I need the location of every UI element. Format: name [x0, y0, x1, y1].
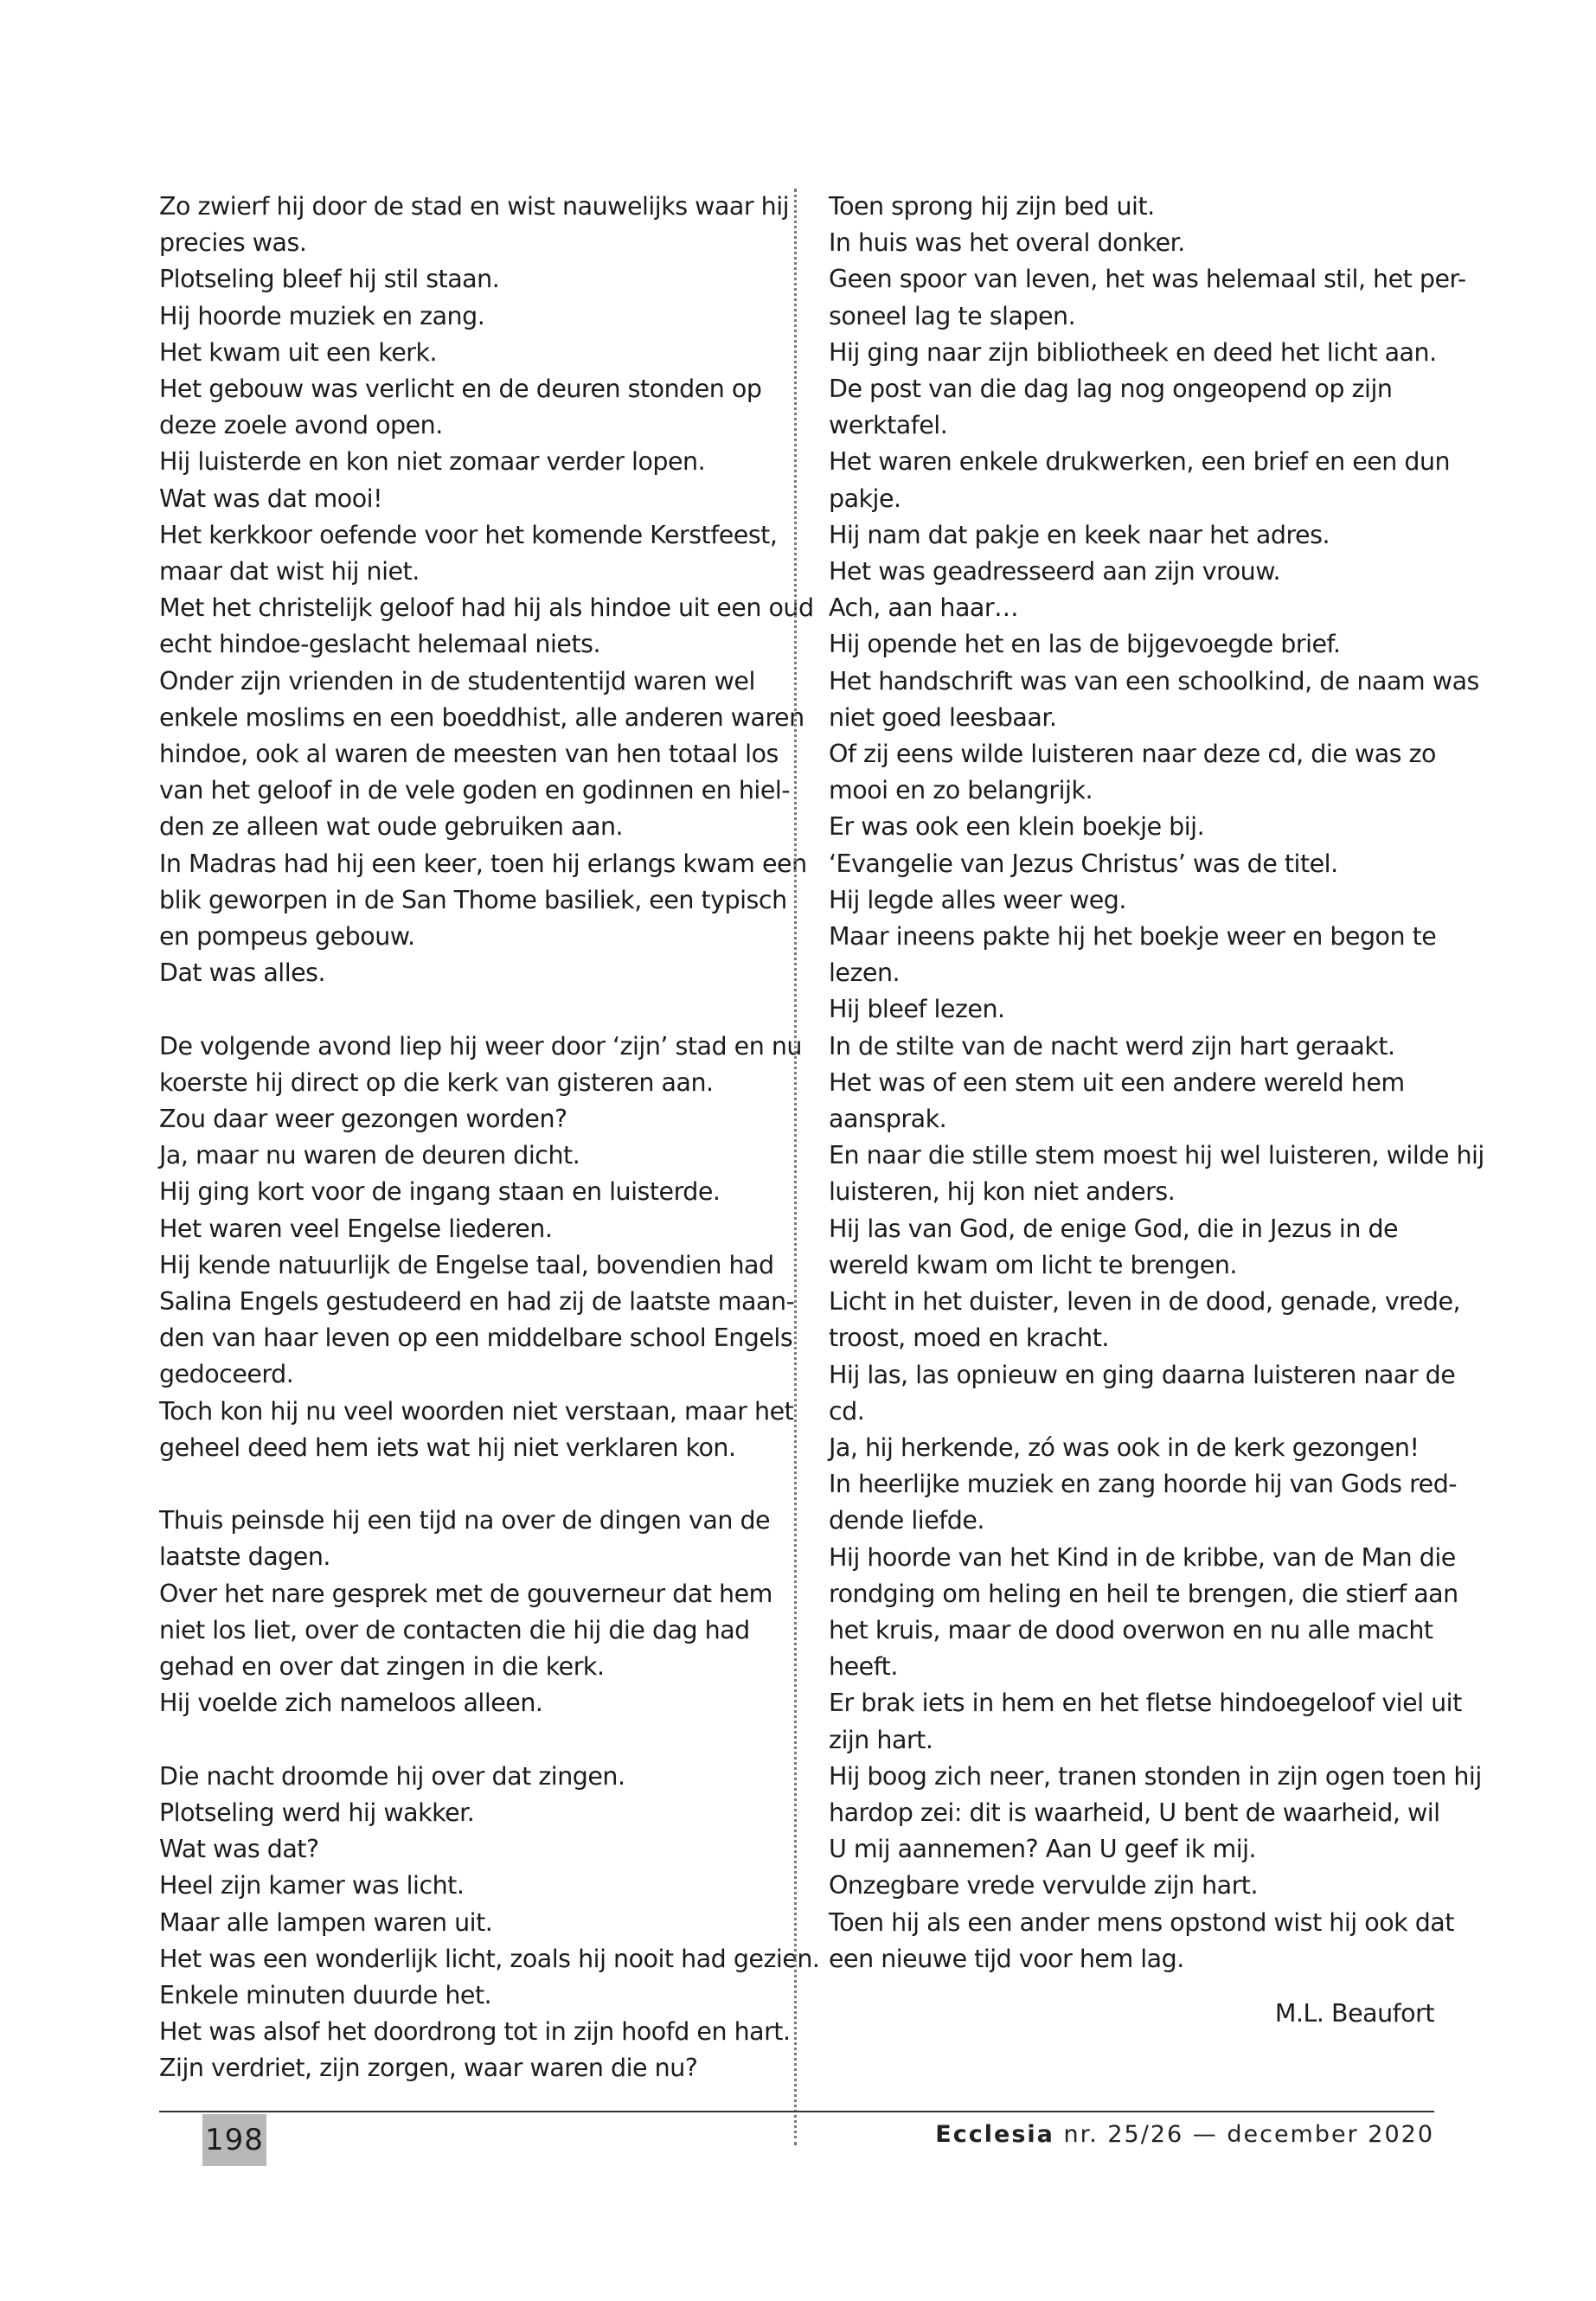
text-line: Licht in het duister, leven in de dood, genade, vrede,	[829, 1287, 1461, 1317]
text-line: Het waren enkele drukwerken, een brief en een dun	[829, 447, 1451, 477]
text-line: hindoe, ook al waren de meesten van hen totaal los	[159, 740, 779, 769]
text-line: Of zij eens wilde luisteren naar deze cd, die was zo	[829, 740, 1436, 769]
text-line: luisteren, hij kon niet anders.	[829, 1177, 1176, 1207]
text-line: Het gebouw was verlicht en de deuren stonden op	[159, 375, 762, 404]
text-line: In huis was het overal donker.	[829, 228, 1185, 258]
text-line: Toen hij als een ander mens opstond wist hij ook dat	[829, 1907, 1454, 1937]
text-line: Hij las van God, de enige God, die in Jezus in de	[829, 1214, 1399, 1243]
text-line: heeft.	[829, 1652, 898, 1682]
text-line: het kruis, maar de dood overwon en nu alle macht	[829, 1615, 1433, 1644]
paragraph-break	[159, 991, 769, 1028]
text-line: Onzegbare vrede vervulde zijn hart.	[829, 1871, 1259, 1900]
text-line: Er was ook een klein boekje bij.	[829, 812, 1205, 842]
text-line: Hij legde alles weer weg.	[829, 885, 1126, 914]
text-line: Over het nare gesprek met de gouverneur dat hem	[159, 1579, 772, 1608]
text-line: Het kwam uit een kerk.	[159, 337, 438, 367]
text-line: Hij luisterde en kon niet zomaar verder lopen.	[159, 447, 706, 477]
text-line: Geen spoor van leven, het was helemaal stil, het per-	[829, 265, 1466, 294]
text-line: Hij bleef lezen.	[829, 995, 1005, 1024]
text-line: Er brak iets in hem en het fletse hindoegeloof viel uit	[829, 1689, 1462, 1718]
text-line: Hij ging naar zijn bibliotheek en deed het licht aan.	[829, 337, 1437, 367]
text-line: Plotseling werd hij wakker.	[159, 1798, 475, 1827]
text-line: Het was of een stem uit een andere wereld hem	[829, 1067, 1405, 1097]
text-line: Toch kon hij nu veel woorden niet verstaan, maar het	[159, 1396, 794, 1426]
text-line: De volgende avond liep hij weer door ‘zijn’ stad en nu	[159, 1031, 802, 1061]
text-line: Ach, aan haar…	[829, 593, 1019, 623]
text-line: den van haar leven op een middelbare school Engels	[159, 1324, 793, 1353]
text-line: Heel zijn kamer was licht.	[159, 1871, 465, 1900]
text-line: Zijn verdriet, zijn zorgen, waar waren die nu?	[159, 2054, 698, 2083]
footer-rule	[159, 2111, 1434, 2112]
text-line: niet los liet, over de contacten die hij die dag had	[159, 1615, 750, 1644]
text-line: ‘Evangelie van Jezus Christus’ was de titel.	[829, 849, 1338, 878]
text-line: Ja, maar nu waren de deuren dicht.	[159, 1141, 580, 1170]
text-line: geheel deed hem iets wat hij niet verklaren kon.	[159, 1433, 736, 1462]
text-line: Hij las, las opnieuw en ging daarna luisteren naar de	[829, 1360, 1456, 1389]
text-line: gedoceerd.	[159, 1360, 294, 1389]
text-line: Wat was dat?	[159, 1835, 319, 1864]
journal-name: Ecclesia	[935, 2121, 1054, 2148]
text-line: dende liefde.	[829, 1506, 984, 1535]
text-line: hardop zei: dit is waarheid, U bent de waarheid, wil	[829, 1798, 1440, 1827]
page-number: 198	[202, 2114, 266, 2166]
text-line: Het kerkkoor oefende voor het komende Kerstfeest,	[159, 520, 778, 549]
text-line: Zo zwierf hij door de stad en wist nauwelijks waar hij	[159, 192, 790, 221]
text-line: koerste hij direct op die kerk van gisteren aan.	[159, 1067, 714, 1097]
right-column	[829, 189, 1484, 2032]
text-line: Hij kende natuurlijk de Engelse taal, bovendien had	[159, 1250, 774, 1279]
left-column	[159, 189, 820, 2087]
text-line: U mij aannemen? Aan U geef ik mij.	[829, 1835, 1257, 1864]
text-line: laatste dagen.	[159, 1542, 330, 1572]
text-line: Toen sprong hij zijn bed uit.	[829, 192, 1155, 221]
text-line: lezen.	[829, 958, 901, 988]
paragraph-break	[159, 1466, 769, 1503]
text-line: soneel lag te slapen.	[829, 301, 1076, 330]
text-line: blik geworpen in de San Thome basiliek, een typisch	[159, 885, 787, 914]
text-line: Dat was alles.	[159, 958, 326, 988]
text-line: wereld kwam om licht te brengen.	[829, 1250, 1237, 1279]
text-line: Het was geadresseerd aan zijn vrouw.	[829, 557, 1280, 586]
text-line: In heerlijke muziek en zang hoorde hij van Gods red-	[829, 1470, 1458, 1499]
text-line: zijn hart.	[829, 1725, 933, 1754]
text-line: maar dat wist hij niet.	[159, 557, 420, 586]
text-line: cd.	[829, 1396, 865, 1426]
text-line: Hij ging kort voor de ingang staan en luisterde.	[159, 1177, 721, 1207]
text-line: van het geloof in de vele goden en godinnen en hiel-	[159, 776, 791, 805]
text-line: werktafel.	[829, 411, 948, 440]
author-signature: M.L. Beaufort	[1274, 1998, 1434, 2028]
text-line: en pompeus gebouw.	[159, 922, 415, 952]
text-line: troost, moed en kracht.	[829, 1324, 1109, 1353]
text-line: een nieuwe tijd voor hem lag.	[829, 1944, 1184, 1973]
text-line: Plotseling bleef hij stil staan.	[159, 265, 500, 294]
text-line: precies was.	[159, 228, 307, 258]
text-line: deze zoele avond open.	[159, 411, 443, 440]
text-line: Het was een wonderlijk licht, zoals hij nooit had gezien.	[159, 1944, 820, 1973]
text-line: gehad en over dat zingen in die kerk.	[159, 1652, 605, 1682]
text-line: den ze alleen wat oude gebruiken aan.	[159, 812, 624, 842]
text-line: Maar ineens pakte hij het boekje weer en begon te	[829, 922, 1437, 952]
text-line: Hij voelde zich nameloos alleen.	[159, 1689, 543, 1718]
text-line: Ja, hij herkende, zó was ook in de kerk gezongen!	[829, 1433, 1420, 1462]
text-line: Het handschrift was van een schoolkind, de naam was	[829, 666, 1479, 695]
text-line: Enkele minuten duurde het.	[159, 1980, 492, 2009]
text-line: Hij nam dat pakje en keek naar het adres.	[829, 520, 1330, 549]
text-line: Zou daar weer gezongen worden?	[159, 1105, 567, 1134]
journal-issue: nr. 25/26 — december 2020	[1063, 2121, 1434, 2148]
journal-info	[935, 2121, 1434, 2148]
text-line: Hij hoorde van het Kind in de kribbe, van de Man die	[829, 1542, 1456, 1572]
text-line: Het waren veel Engelse liederen.	[159, 1214, 553, 1243]
text-line: Hij opende het en las de bijgevoegde brief.	[829, 630, 1341, 659]
text-line: Thuis peinsde hij een tijd na over de dingen van de	[159, 1506, 771, 1535]
text-line: Maar alle lampen waren uit.	[159, 1907, 493, 1937]
text-line: Het was alsof het doordrong tot in zijn hoofd en hart.	[159, 2017, 791, 2047]
column-divider	[794, 189, 797, 2145]
text-line: enkele moslims en een boeddhist, alle anderen waren	[159, 702, 804, 732]
text-line: niet goed leesbaar.	[829, 702, 1057, 732]
text-line: Die nacht droomde hij over dat zingen.	[159, 1761, 625, 1791]
paragraph-break	[159, 1722, 769, 1759]
text-line: Met het christelijk geloof had hij als hindoe uit een oud	[159, 593, 814, 623]
text-line: En naar die stille stem moest hij wel luisteren, wilde hij	[829, 1141, 1484, 1170]
text-line: mooi en zo belangrijk.	[829, 776, 1093, 805]
text-line: Salina Engels gestudeerd en had zij de laatste maan-	[159, 1287, 795, 1317]
text-line: rondging om heling en heil te brengen, die stierf aan	[829, 1579, 1458, 1608]
text-line: In de stilte van de nacht werd zijn hart geraakt.	[829, 1031, 1395, 1061]
text-line: De post van die dag lag nog ongeopend op zijn	[829, 375, 1393, 404]
text-line: In Madras had hij een keer, toen hij erlangs kwam een	[159, 849, 807, 878]
text-line: pakje.	[829, 484, 901, 513]
text-line: aansprak.	[829, 1105, 947, 1134]
text-line: echt hindoe-geslacht helemaal niets.	[159, 630, 601, 659]
text-line: Hij boog zich neer, tranen stonden in zijn ogen toen hij	[829, 1761, 1482, 1791]
text-line: Wat was dat mooi!	[159, 484, 383, 513]
text-line: Hij hoorde muziek en zang.	[159, 301, 485, 330]
text-line: Onder zijn vrienden in de studententijd waren wel	[159, 666, 755, 695]
